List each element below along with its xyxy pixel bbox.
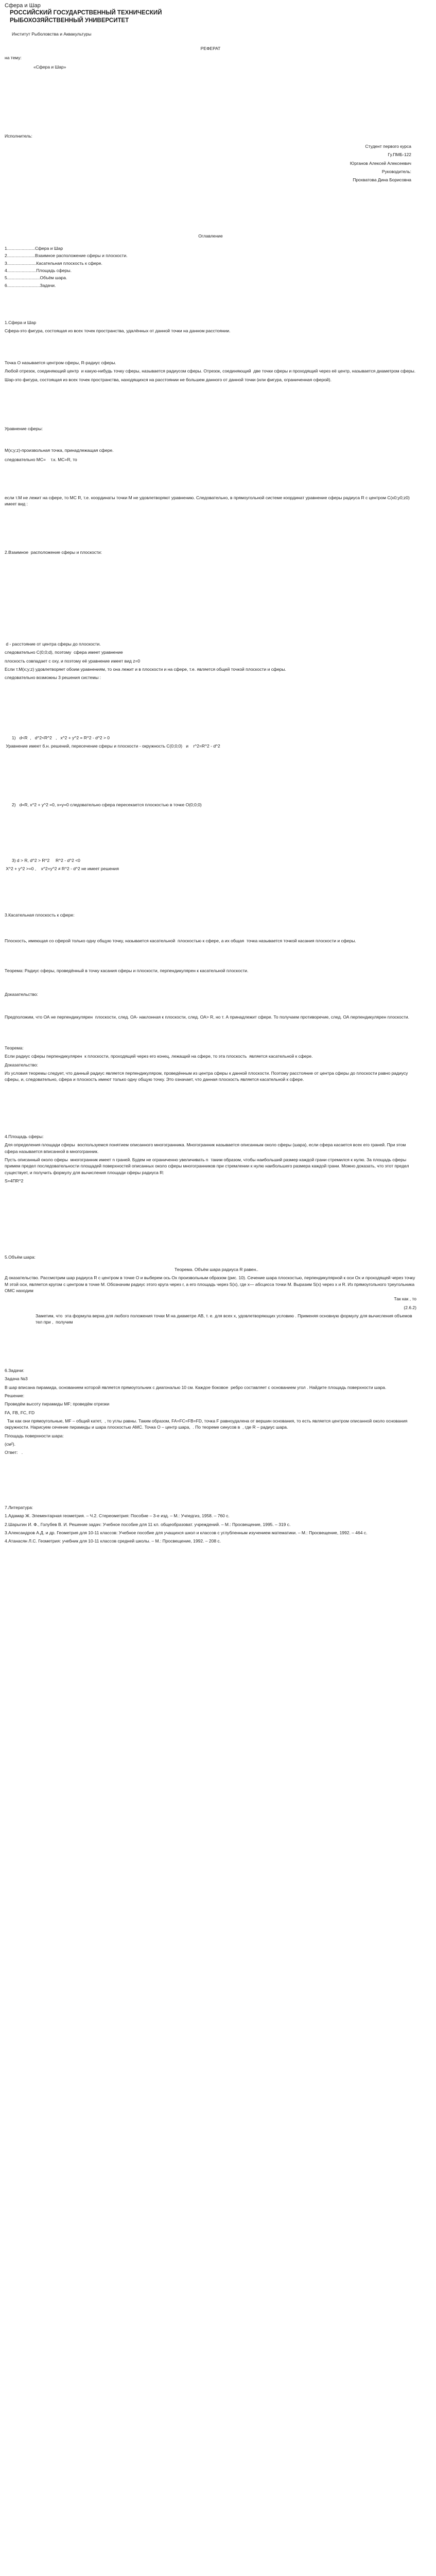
paragraph: Точка О называется центром сферы, R-радиус сферы. bbox=[5, 360, 116, 365]
sphere-equation-label-block bbox=[5, 426, 416, 434]
paragraph: Предположим, что ОА не перпендикулярен плоскости, след. ОА- наклонная к плоскости, след. ОА> R, но т. А принадлежит сфере. То получаем противоречие, след. ОА перпендикулярен плоскости. bbox=[5, 1014, 409, 1020]
reference-item: 2.Шарыгин И. Ф., Голубев В. И. Решение задач: Учебное пособие для 11 кл. общеобразоват. учреждений. – М.: Просвещение, 1995. – 319 с. bbox=[5, 1521, 291, 1527]
case-condition: 2) d=R, x^2 + y^2 =0, x=y=0 следовательно сфера пересекается плоскостью в точке О(0;0;0) bbox=[12, 802, 202, 807]
institute-block bbox=[5, 31, 416, 39]
paragraph: Так как они прямоугольные, MF – общий катет, , то углы равны. Таким образом, FA=FC=FB=FD, точка F равноудалена от вершин основания, то есть является центром описанной около основания окружности. Нарисуем сечение пирамиды и шара плоскостью AMC. Точка O – центр шара, . По теореме синусов в , где R – радиус шара. bbox=[5, 1418, 409, 1430]
area-formula: S=4ПR^2 bbox=[5, 1178, 24, 1183]
paragraph: Решение: bbox=[5, 1393, 25, 1398]
paragraph: Доказательство: bbox=[5, 1062, 38, 1067]
case-condition: 1) d<R , d^2<R^2 , x^2 + y^2 = R^2 - d^2 > 0 bbox=[12, 735, 110, 740]
section-title: 4.Площадь сферы: bbox=[5, 1134, 44, 1139]
university-name-line1: РОССИЙСКИЙ ГОСУДАРСТВЕННЫЙ ТЕХНИЧЕСКИЙ bbox=[10, 10, 162, 16]
toc-item: 4........................Площадь сферы. bbox=[5, 267, 72, 273]
tangent-proof-1-label bbox=[5, 991, 416, 999]
case-result: Уравнение имеет б.н. решений, пересечение сферы и плоскости - окружность С(0;0;0) и r^2=R^2 - d^2 bbox=[5, 743, 220, 749]
paragraph: Проведём высоту пирамиды MF; проведём отрезки bbox=[5, 1401, 110, 1407]
author-name: Юрганов Алексей Алексеевич bbox=[350, 160, 411, 166]
paragraph: Теорема: Радиус сферы, проведённый в точку касания сферы и плоскости, перпендикулярен к касательной плоскости. bbox=[5, 968, 249, 973]
toc-item: 6...........................Задачи. bbox=[5, 282, 56, 288]
toc-item: 5...........................Объём шара. bbox=[5, 275, 67, 281]
paragraph: Для определения площади сферы воспользуемся понятием описанного многогранника. Многогранник называется описанным около сферы (шара), если сфера касается всех его граней. При этом сфера называется вписанной в многогранник. bbox=[5, 1142, 407, 1154]
paragraph: В шар вписана пирамида, основанием которой является прямоугольник с диагональю 10 см. Каждое боковое ребро составляет с основанием угол . Найдите площадь поверхности шара. bbox=[5, 1384, 387, 1390]
paragraph: следовательно МС= т.к. МС=R, то bbox=[5, 457, 77, 463]
student-line: Студент первого курса bbox=[365, 144, 411, 149]
paragraph: Теорема: bbox=[5, 1045, 24, 1050]
paragraph: Доказательство: bbox=[5, 992, 38, 997]
toc-heading-block bbox=[5, 233, 416, 241]
literature-section bbox=[5, 1504, 416, 1547]
equation-number: (2.6.2) bbox=[404, 1304, 416, 1310]
case-3 bbox=[5, 857, 416, 874]
reference-item: 3.Александров А.Д. и др. Геометрия для 10-11 классов: Учебное пособие для учащихся школ и классов с углубленным изучением математики. – М.: Просвещение, 1992. – 464 с. bbox=[5, 1530, 368, 1535]
paragraph: Д оказательство. Рассмотрим шар радиуса R с центром в точке О и выберем ось Ох произвольным образом (рис. 10). Сечение шара плоскостью, перпендикулярной к оси Ох и проходящей через точку М этой оси, является кругом с центром в точке М. Обозначим радиус этого круга через r, а его площадь через S(x), где х— абсцисса точки М. Выразим S(x) через х и R. Из прямоугольного треугольника ОМС находим bbox=[5, 1275, 416, 1293]
paragraph: (см²). bbox=[5, 1441, 15, 1447]
case-1 bbox=[5, 735, 416, 752]
section-title: 6.Задачи: bbox=[5, 1368, 24, 1373]
executor-label-block bbox=[5, 133, 416, 141]
supervisor-name: Прохватова Дина Борисовна bbox=[353, 177, 411, 183]
executor-label: Исполнитель: bbox=[5, 133, 32, 139]
section-sphere-area bbox=[5, 1133, 416, 1186]
reference-item: 1.Адамар Ж. Элементарная геометрия. – Ч.2. Стереометрия: Пособие – 3-е изд. – М.: Учпедгиз, 1958. – 760 с. bbox=[5, 1513, 230, 1519]
paragraph: FA, FB, FC, FD bbox=[5, 1410, 35, 1415]
paragraph: Площадь поверхности шара: bbox=[5, 1433, 64, 1438]
tangent-definition bbox=[5, 938, 416, 946]
section-title: 3.Касательная плоскость к сфере: bbox=[5, 912, 75, 918]
paragraph: плоскость совпадает с оху, и поэтому её уравнение имеет вид z=0 bbox=[5, 658, 141, 664]
section-title: 5.Объём шара: bbox=[5, 1255, 36, 1260]
paragraph: Плоскость, имеющая со сферой только одну общую точку, называется касательной плоскостью к сфере, а их общая точка называется точкой касания плоскости и сферы. bbox=[5, 938, 356, 943]
paragraph: Из условия теоремы следует, что данный радиус является перпендикуляром, проведённым из центра сферы к данной плоскости. Поэтому расстояние от центра сферы до плоскости равно радиусу сферы, и, следовательно, сфера и плоскость имеют только одну общую точку. Это означает, что данная плоскость является касательной к сфере. bbox=[5, 1070, 409, 1082]
volume-theorem bbox=[5, 1266, 416, 1328]
paragraph: Шар-это фигура, состоящая из всех точек пространства, находящихся на расстоянии не большем данного от данной точки (или фигура, ограниченная сферой). bbox=[5, 377, 332, 382]
report-label: РЕФЕРАТ bbox=[200, 46, 221, 51]
paragraph: Заметим, что эта формула верна для любого положения точки М на диаметре АВ, т. е. для всех х, удовлетворяющих условию . Применяя основную формулу для вычисления объемов тел при , получим bbox=[36, 1313, 413, 1325]
section-sphere-plane bbox=[5, 549, 416, 557]
institute-name: Институт Рыболовства и Аквакультуры bbox=[12, 31, 92, 37]
toc-heading: Оглавление bbox=[198, 233, 223, 239]
topic-label: на тему: bbox=[5, 55, 22, 60]
topic-text: «Сфера и Шар» bbox=[33, 64, 66, 70]
tangent-theorem-2 bbox=[5, 1045, 416, 1085]
paragraph: Ответ: . bbox=[5, 1450, 23, 1455]
section-sphere-ball bbox=[5, 319, 416, 336]
paragraph: если т.М не лежит на сфере, то МС R, т.е. координаты точки М не удовлетворяют уравнению. Следовательно, в прямоугольной системе координат уравнение сферы радиуса R с центром С(x0;y0;z0) имеет вид : bbox=[5, 495, 411, 507]
paragraph: Задача №3 bbox=[5, 1376, 28, 1382]
section-title: 2.Взаимное расположение сферы и плоскости: bbox=[5, 550, 102, 555]
section-sphere-ball-cont bbox=[5, 360, 416, 385]
paragraph: Сфера-это фигура, состоящая из всех точек пространства, удалённых от данной точки на данном расстоянии. bbox=[5, 328, 231, 334]
paragraph: следовательно возможны 3 решения системы : bbox=[5, 675, 101, 681]
case-result: X^2 + y^2 >=0 , x^2+y^2 ≠ R^2 - d^2 не имеет решения bbox=[5, 866, 119, 872]
tangent-theorem-1 bbox=[5, 968, 416, 976]
paragraph: Если радиус сферы перпендикулярен к плоскости, проходящей через его конец, лежащий на сфере, то эта плоскость является касательной к сфере. bbox=[5, 1054, 313, 1059]
author-block bbox=[5, 143, 411, 185]
toc-item: 2.......................Взаимное расположение сферы и плоскости. bbox=[5, 253, 128, 259]
paragraph: Теорема. Объём шара радиуса R равен.. bbox=[175, 1267, 258, 1272]
report-label-block bbox=[5, 45, 416, 54]
section-tangent-plane bbox=[5, 912, 416, 920]
paragraph: Уравнение сферы: bbox=[5, 426, 43, 431]
page-title: Сфера и Шар bbox=[5, 3, 41, 9]
paragraph: Если т.М(x;y;z) удовлетворяет обоим уравнениям, то она лежит и в плоскости и на сфере, т.е. является общей точкой плоскости и сферы. bbox=[5, 666, 286, 672]
toc-item: 3........................Касательная плоскость к сфере. bbox=[5, 260, 102, 266]
toc-item: 1.......................Сфера и Шар bbox=[5, 246, 63, 251]
paragraph: d - расстояние от центра сферы до плоскости. bbox=[5, 641, 101, 647]
section-ball-volume bbox=[5, 1254, 416, 1262]
paragraph: следовательно С(0;0;d), поэтому сфера имеет уравнение bbox=[5, 650, 123, 655]
section-problems bbox=[5, 1367, 416, 1458]
case-condition: 3) d > R, d^2 > R^2 R^2 - d^2 <0 bbox=[12, 858, 80, 863]
toc-list bbox=[5, 245, 416, 290]
paragraph: Любой отрезок, соединяющий центр и какую-нибудь точку сферы, называется радиусом сферы. Отрезок, соединяющий две точки сферы и проходящий через её центр, называется диаметром сферы. bbox=[5, 368, 416, 374]
topic-label-block bbox=[5, 55, 416, 63]
university-name-line2: РЫБОХОЗЯЙСТВЕННЫЙ УНИВЕРСИТЕТ bbox=[10, 18, 129, 24]
sphere-equation-conclusion bbox=[5, 495, 416, 510]
topic-block bbox=[5, 64, 414, 72]
supervisor-label: Руководитель: bbox=[381, 168, 411, 174]
section-title: 1.Сфера и Шар bbox=[5, 320, 37, 325]
reference-item: 4.Атанасян Л.С. Геометрия: учебник для 10-11 классов средней школы. – М.: Просвещение, 1992. – 208 с. bbox=[5, 1538, 221, 1544]
paragraph: Так как , то bbox=[394, 1296, 416, 1302]
group-line: Гу.ПМБ-122 bbox=[388, 152, 411, 158]
sphere-equation-block bbox=[5, 447, 416, 465]
document-title bbox=[5, 2, 162, 25]
section-sphere-plane-body bbox=[5, 641, 416, 683]
paragraph: M(x;y;z)-произвольная точка, принадлежащая сфере. bbox=[5, 448, 114, 453]
tangent-proof-1 bbox=[5, 1014, 416, 1022]
paragraph: Пусть описанный около сферы многогранник имеет n граней. Будем не ограниченно увеличивать n таким образом, чтобы наибольший размер каждой грани стремился к нулю. За площадь сферы примем предел последовательности площадей поверхностей описанных около сферы многогранников при стремлении к нулю наибольшего размера каждой грани. Можно доказать, что этот предел существует, и получить формулу для вычисления площади сферы радиуса R: bbox=[5, 1157, 410, 1175]
case-2 bbox=[5, 802, 416, 810]
section-title: 7.Литература: bbox=[5, 1505, 33, 1510]
